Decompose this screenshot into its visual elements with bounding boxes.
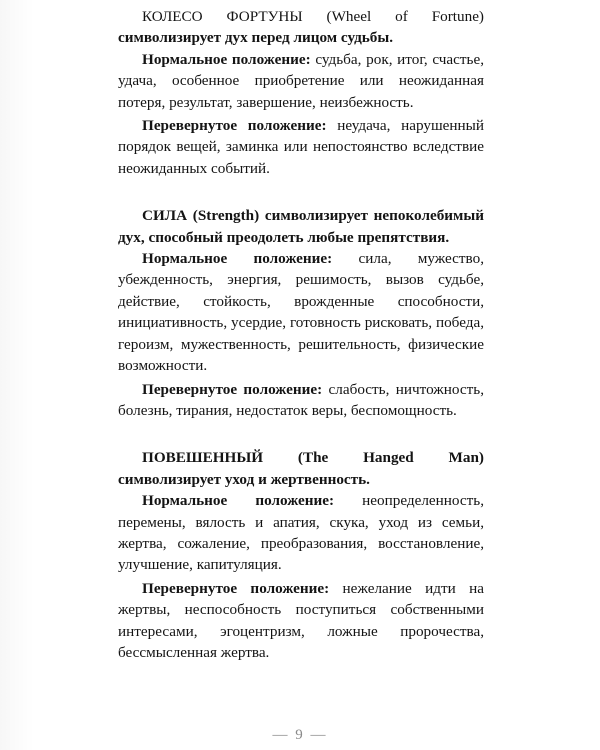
normal-position-paragraph (118, 490, 484, 576)
reversed-position-text: слабость, ничтожность, болезнь, тирания, недостаток веры, беспомощность. (118, 380, 484, 419)
reversed-position-label: Перевернутое положение: (142, 380, 323, 398)
reversed-position-text: нежелание идти на жертвы, неспособность поступиться собственными интересами, эгоцентризм, ложные пророчества, бессмысленная жертва. (118, 579, 484, 661)
section-strength (118, 205, 484, 421)
reversed-position-paragraph (118, 578, 484, 664)
normal-position-text: судьба, рок, итог, счастье, удача, особенное приобретение или неожиданная потеря, результат, завершение, неизбежность. (118, 50, 484, 111)
reversed-position-paragraph (118, 379, 484, 422)
section-title: СИЛА (Strength) (142, 207, 260, 225)
page-edge-shadow (0, 0, 34, 750)
section-heading (118, 6, 484, 49)
section-intro: символизирует дух перед лицом судьбы. (118, 29, 394, 47)
normal-position-paragraph (118, 49, 484, 113)
section-heading (118, 205, 484, 248)
normal-position-text: неопределенность, перемены, вялость и апатия, скука, уход из семьи, жертва, сожаление, преобразования, восстановление, улучшение, капитуляция. (118, 492, 484, 574)
section-hanged-man (118, 447, 484, 663)
section-title: КОЛЕСО ФОРТУНЫ (Wheel of Fortune) (142, 8, 484, 25)
section-heading (118, 447, 484, 490)
section-intro: символизирует непоколебимый дух, способный преодолеть любые препятствия. (118, 207, 485, 246)
normal-position-label: Нормальное положение: (142, 492, 335, 510)
normal-position-paragraph (118, 248, 484, 376)
normal-position-label: Нормальное положение: (142, 250, 333, 268)
section-intro: символизирует уход и жертвенность. (118, 470, 370, 488)
section-title: ПОВЕШЕННЫЙ (The Hanged Man) (142, 449, 484, 467)
reversed-position-label: Перевернутое положение: (142, 117, 327, 135)
page-number: — 9 — (272, 727, 328, 743)
reversed-position-label: Перевернутое положение: (142, 579, 330, 597)
normal-position-label: Нормальное положение: (142, 50, 311, 68)
normal-position-text: сила, мужество, убежденность, энергия, решимость, вызов судьбе, действие, стойкость, врожденные способности, инициативность, усердие, готовность рисковать, победа, героизм, мужественность, решительность, физические возможности. (118, 250, 484, 375)
reversed-position-text: неудача, нарушенный порядок вещей, заминка или непостоянство вследствие неожиданных событий. (118, 117, 485, 177)
section-wheel-of-fortune (118, 6, 484, 179)
reversed-position-paragraph (118, 115, 484, 179)
book-page (118, 6, 484, 663)
